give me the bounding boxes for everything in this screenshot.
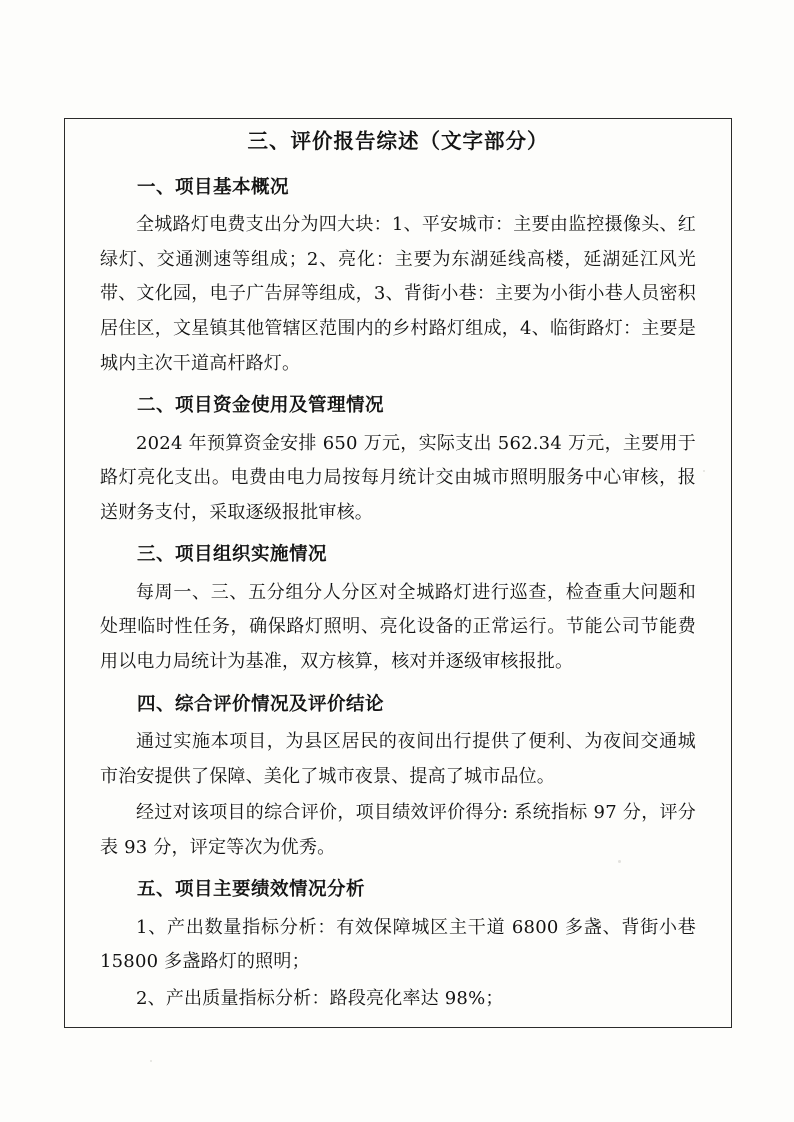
- document-body: [78, 126, 718, 1017]
- section-paragraph-5-1: 1、产出数量指标分析：有效保障城区主干道 6800 多盏、背街小巷 15800 多盏路灯的照明；: [100, 916, 696, 973]
- scan-speck: [150, 1060, 152, 1062]
- section-heading-2: 二、项目资金使用及管理情况: [137, 395, 385, 417]
- section-paragraph-4-1: 通过实施本项目，为县区居民的夜间出行提供了便利、为夜间交通城市治安提供了保障、美化了城市夜景、提高了城市品位。: [100, 731, 696, 787]
- section-paragraph-3-1: 每周一、三、五分组分人分区对全城路灯进行巡查，检查重大问题和处理临时性任务，确保路灯照明、亮化设备的正常运行。节能公司节能费用以电力局统计为基准，双方核算，核对并逐级审核报批。: [100, 581, 696, 672]
- section-paragraph-1-1: 全城路灯电费支出分为四大块：1、平安城市：主要由监控摄像头、红绿灯、交通测速等组成；2、亮化：主要为东湖延线高楼，延湖延江风光带、文化园，电子广告屏等组成，3、背街小巷：主要为小街小巷人员密积居住区，文星镇其他管辖区范围内的乡村路灯组成，4、临街路灯：主要是城内主次干道高杆路灯。: [100, 214, 696, 374]
- section-heading-4: 四、综合评价情况及评价结论: [137, 693, 385, 715]
- section-heading-1: 一、项目基本概况: [137, 176, 290, 198]
- section-heading-5: 五、项目主要绩效情况分析: [137, 879, 366, 901]
- scan-speck: [703, 470, 705, 472]
- section-paragraph-2-1: 2024 年预算资金安排 650 万元，实际支出 562.34 万元，主要用于路灯亮化支出。电费由电力局按每月统计交由城市照明服务中心审核，报送财务支付，采取逐级报批审核。: [100, 432, 696, 523]
- page-title: 三、评价报告综述（文字部分）: [247, 129, 549, 153]
- section-heading-3: 三、项目组织实施情况: [137, 544, 328, 566]
- section-paragraph-4-2: 经过对该项目的综合评价，项目绩效评价得分: 系统指标 97 分，评分表 93 分，评定等次为优秀。: [100, 802, 696, 858]
- scan-speck: [618, 860, 621, 863]
- section-paragraph-5-2: 2、产出质量指标分析：路段亮化率达 98%；: [136, 988, 504, 1010]
